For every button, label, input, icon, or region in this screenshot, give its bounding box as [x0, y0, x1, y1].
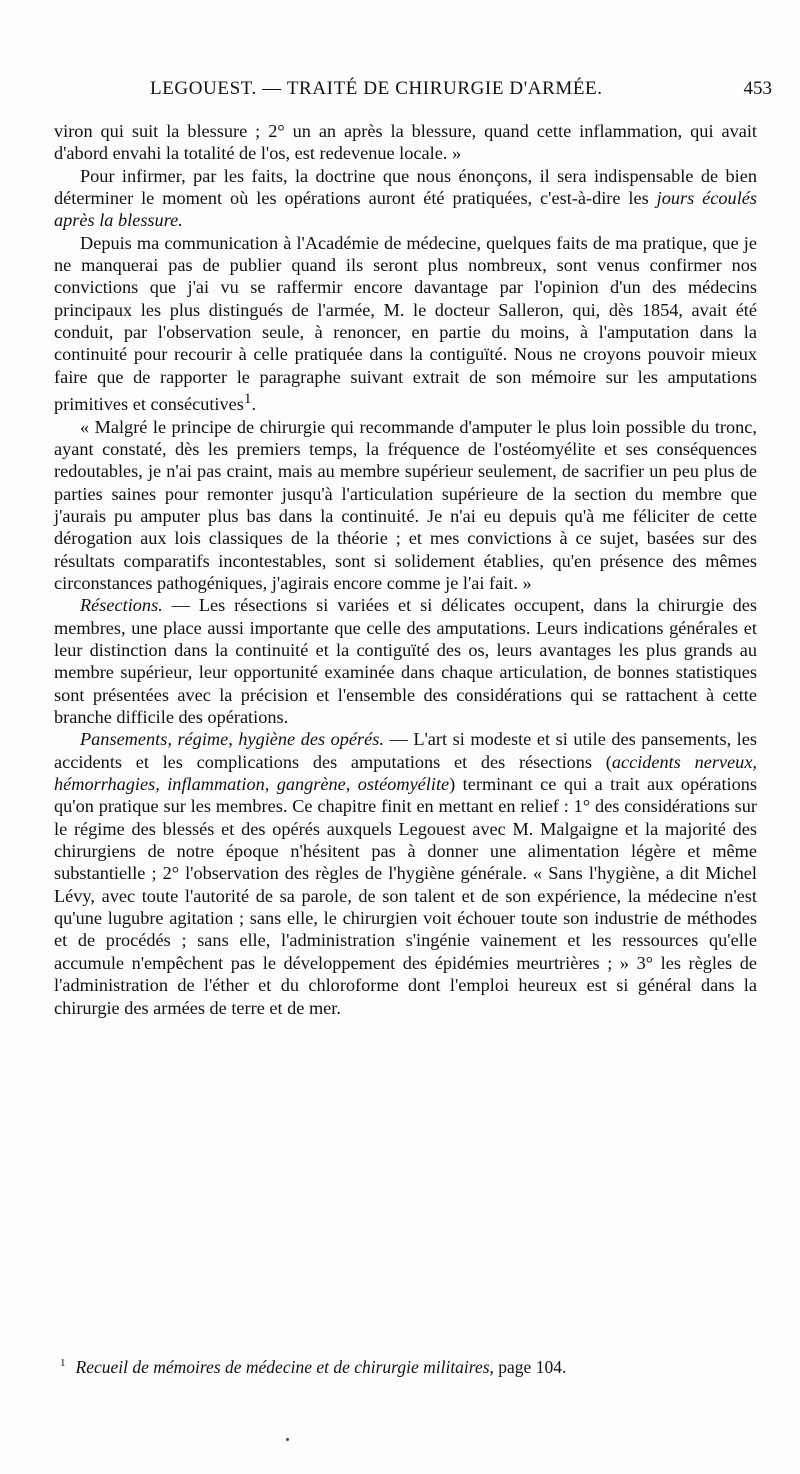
- paragraph-text: viron qui suit la blessure ; 2° un an après la blessure, quand cette inflammation, qui avait d'abord envahi la totalité de l'os, est redevenue locale. »: [54, 121, 757, 164]
- ink-speck: [286, 1438, 289, 1441]
- page-header: [150, 78, 772, 106]
- section-heading: Pansements, régime, hygiène des opérés.: [80, 729, 384, 750]
- running-title: LEGOUEST. — TRAITÉ DE CHIRURGIE D'ARMÉE.: [150, 78, 603, 99]
- paragraph-text: ) terminant ce qui a trait aux opérations qu'on pratique sur les membres. Ce chapitre finit en mettant en relief : 1° des considérations sur le régime des blessés et des opérés auxquels Legouest avec M. Malgaigne et la majorité des chirurgiens de notre époque n'hésitent pas à donner une alimentation légère et même substantielle ; 2° l'observation des règles de l'hygiène générale. « Sans l'hygiène, a dit Michel Lévy, avec toute l'autorité de sa parole, de son talent et de son expérience, la médecine n'est qu'une lugubre agitation ; sans elle, le chirurgien voit échouer toute son industrie de méthodes et de procédés ; sans elle, l'administration s'ingénie vainement et les ressources qu'elle accumule n'empêchent pas le développement des épidémies meurtrières ; » 3° les règles de l'administration de l'éther et du chloroforme dont l'emploi heureux est si général dans la chirurgie des armées de terre et de mer.: [54, 774, 757, 1018]
- footnote-title: Recueil de mémoires de médecine et de chirurgie militaires,: [75, 1356, 494, 1377]
- footnote-reference: 1: [243, 390, 252, 408]
- paragraph: [54, 232, 757, 416]
- paragraph-text: « Malgré le principe de chirurgie qui recommande d'amputer le plus loin possible du tronc, ayant constaté, dès les premiers temps, la fréquence de l'ostéomyélite et ses conséquences redoutables, je n'ai pas craint, mais au membre supérieur seulement, de sacrifier un peu plus de parties saines pour remonter jusqu'à l'articulation supérieure de la section du membre que j'aurais pu amputer plus bas dans la continuité. Je n'ai eu depuis qu'à me féliciter de cette dérogation aux lois classiques de la théorie ; et mes convictions à ce sujet, basées sur des résultats comparatifs incontestables, sont si solidement établies, qu'en présence des mêmes circonstances pathogéniques, j'agirais encore comme je l'ai fait. »: [54, 416, 757, 593]
- paragraph: [54, 594, 757, 728]
- emphasis-text: accidents nerveux, hémorrhagies, inflammation, gangrène, ostéomyélite: [54, 751, 758, 795]
- page-number: 453: [743, 78, 772, 99]
- quotation-paragraph: [54, 416, 757, 595]
- footnote: [60, 1352, 760, 1378]
- section-heading: Résections.: [80, 595, 163, 616]
- body-text: [54, 120, 757, 1019]
- footnote-page-ref: page 104.: [498, 1356, 567, 1377]
- paragraph-text: Depuis ma communication à l'Académie de médecine, quelques faits de ma pratique, que je ne manquerai pas de publier quand ils seront plus nombreux, sont venus confirmer nos convictions que j'ai vu se raffermir encore davantage par l'opinion d'un des médecins principaux les plus distingués de l'armée, M. le docteur Salleron, qui, dès 1854, avait été conduit, par l'observation seule, à renoncer, en partie du moins, à l'amputation dans la continuité pour recourir à celle pratiquée dans la contiguïté. Nous ne croyons pouvoir mieux faire que de rapporter le paragraphe suivant extrait de son mémoire sur les amputations primitives et consécutives: [54, 232, 757, 415]
- paragraph-text: — Les résections si variées et si délicates occupent, dans la chirurgie des membres, une place aussi importante que celle des amputations. Leurs indications générales et leur distinction dans la continuité et la contiguïté des os, leurs avantages les plus grands au membre supérieur, leur opportunité examinée dans chaque articulation, de bonnes statistiques sont présentées avec la précision et l'ensemble des considérations qui se rattachent à cette branche difficile des opérations.: [54, 595, 757, 728]
- paragraph-text: Pour infirmer, par les faits, la doctrine que nous énonçons, il sera indispensable de bien déterminer le moment où les opérations auront été pratiquées, c'est-à-dire les: [54, 165, 757, 209]
- paragraph-text: .: [251, 394, 257, 415]
- emphasis-text: jours écoulés après la blessure.: [54, 188, 758, 231]
- paragraph-text: — L'art si modeste et si utile des pansements, les accidents et les complications des amputations et des résections (: [54, 729, 757, 772]
- paragraph: [54, 728, 757, 1018]
- footnote-marker: 1: [60, 1357, 66, 1369]
- paragraph: [54, 120, 757, 165]
- paragraph: [54, 165, 757, 232]
